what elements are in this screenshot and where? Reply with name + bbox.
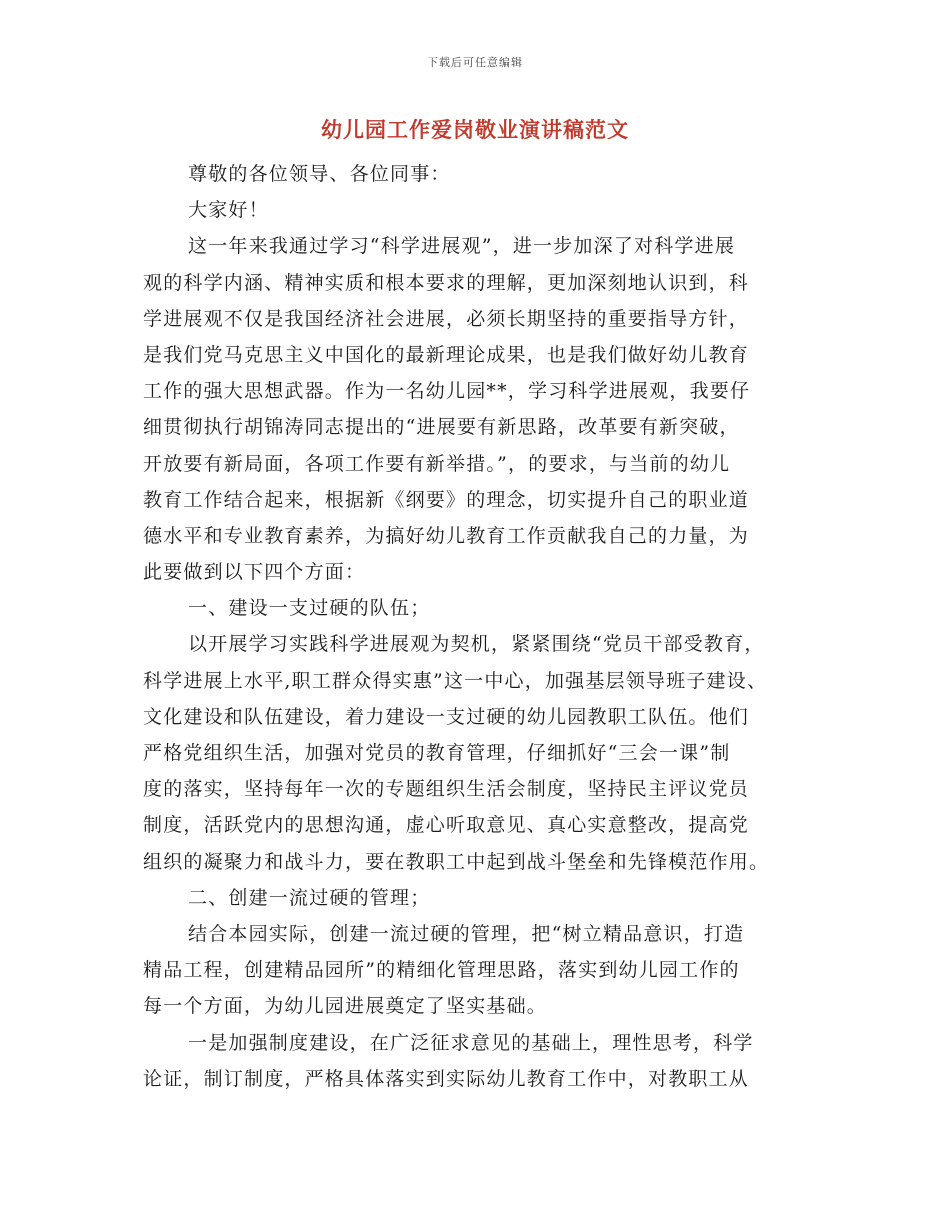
page-header-note: 下载后可任意编辑 [427,56,523,69]
body-text-line: 是我们党马克思主义中国化的最新理论成果，也是我们做好幼儿教育 [143,343,750,366]
body-text-line: 这一年来我通过学习“科学进展观”，进一步加深了对科学进展 [188,235,736,258]
body-text-line: 文化建设和队伍建设，着力建设一支过硬的幼儿园教职工队伍。他们 [143,705,750,728]
body-text-line: 论证，制订制度，严格具体落实到实际幼儿教育工作中，对教职工从 [143,1067,750,1090]
body-text-line: 此要做到以下四个方面： [143,561,366,584]
document-title: 幼儿园工作爱岗敬业演讲稿范文 [321,117,629,142]
body-text-line: 严格党组织生活，加强对党员的教育管理，仔细抓好“三会一课”制 [143,742,731,764]
body-text-line: 开放要有新局面，各项工作要有新举措。”，的要求，与当前的幼儿 [143,452,731,475]
body-text-line: 组织的凝聚力和战斗力，要在教职工中起到战斗堡垒和先锋模范作用。 [143,850,770,873]
body-text-line: 制度，活跃党内的思想沟通，虚心听取意见、真心实意整改，提高党 [143,814,750,837]
body-text-line: 教育工作结合起来，根据新《纲要》的理念，切实提升自己的职业道 [143,488,750,511]
body-text-line: 精品工程，创建精品园所”的精细化管理思路，落实到幼儿园工作的 [143,959,740,982]
body-text-line: 每一个方面，为幼儿园进展奠定了坚实基础。 [143,995,548,1018]
body-text-line: 科学进展上水平,职工群众得实惠”这一中心，加强基层领导班子建设、 [143,669,768,692]
body-text-line: 一、建设一支过硬的队伍； [188,597,431,620]
body-text-line: 以开展学习实践科学进展观为契机，紧紧围绕“党员干部受教育， [188,633,765,656]
body-text-line: 尊敬的各位领导、各位同事： [188,163,451,185]
body-text-line: 学进展观不仅是我国经济社会进展，必须长期坚持的重要指导方针， [143,307,750,330]
body-text-line: 细贯彻执行胡锦涛同志提出的“进展要有新思路，改革要有新突破， [143,416,740,439]
body-text-line: 工作的强大思想武器。作为一名幼儿园**，学习科学进展观，我要仔 [143,380,751,403]
document-body [143,156,823,1097]
body-text-line: 一是加强制度建设，在广泛征求意见的基础上，理性思考，科学 [188,1031,754,1054]
body-text-line: 德水平和专业教育素养，为搞好幼儿教育工作贡献我自己的力量，为 [143,524,750,547]
body-text-line: 度的落实，坚持每年一次的专题组织生活会制度，坚持民主评议党员 [143,778,750,801]
body-text-line: 观的科学内涵、精神实质和根本要求的理解，更加深刻地认识到，科 [143,271,750,294]
body-text-line: 大家好！ [188,199,269,222]
body-text-line: 结合本园实际，创建一流过硬的管理，把“树立精品意识，打造 [188,922,745,945]
body-text-line: 二、创建一流过硬的管理； [188,886,431,909]
